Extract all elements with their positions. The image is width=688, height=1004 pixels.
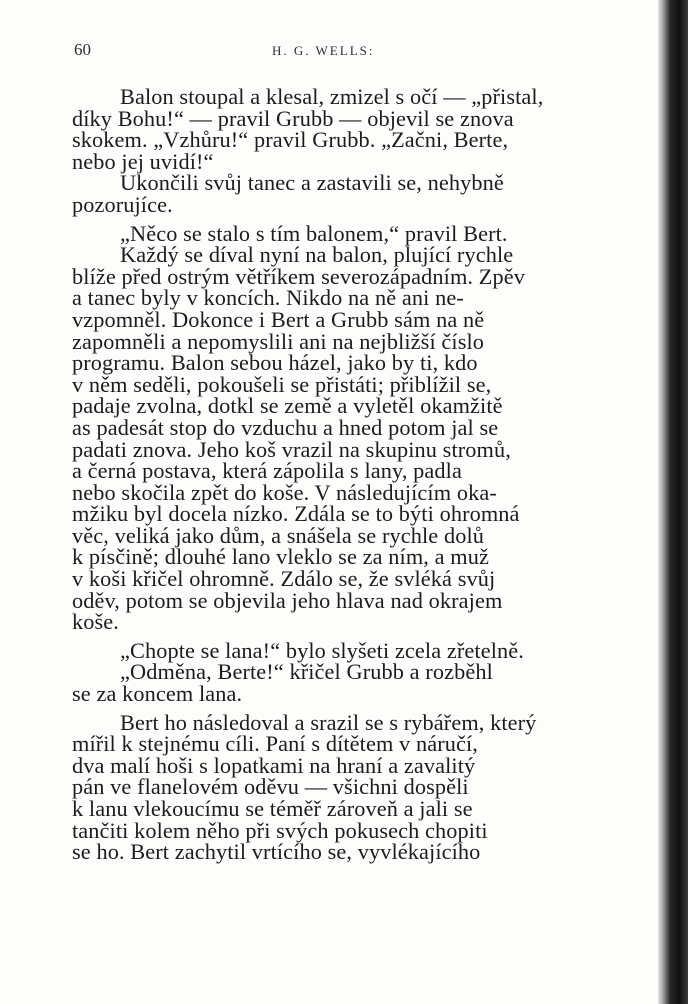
text-line: koše. <box>72 609 119 635</box>
text-line: nebo skočila zpět do koše. V následujícím oka- <box>72 479 497 505</box>
text-line: k písčině; dlouhé lano vleklo se za ním, a muž <box>72 544 489 570</box>
text-line: věc, veliká jako dům, a snášela se rychle dolů <box>72 522 484 548</box>
text-line: mířil k stejnému cíli. Paní s dítětem v náručí, <box>72 731 478 757</box>
text-line: oděv, potom se objevila jeho hlava nad okrajem <box>72 587 503 613</box>
text-line: pozorujíce. <box>72 191 173 217</box>
text-line: dva malí hoši s lopatkami na hraní a zavalitý <box>72 752 476 778</box>
text-line: blíže před ostrým větříkem severozápadním. Zpěv <box>72 263 525 289</box>
text-line: se ho. Bert zachytil vrtícího se, vyvlékajícího <box>72 839 481 865</box>
text-line: k lanu vlekoucímu se téměř zároveň a jali se <box>72 796 473 821</box>
text-line: programu. Balon sebou házel, jako by ti, kdo <box>72 350 478 376</box>
text-line: nebo jej uvidí!“ <box>72 148 214 174</box>
body-text <box>72 86 572 863</box>
text-line: v něm seděli, pokoušeli se přistáti; přiblížil se, <box>72 371 492 397</box>
text-line: „Odměna, Berte!“ křičel Grubb a rozběhl <box>120 659 493 685</box>
book-spine-shadow <box>658 0 688 1004</box>
text-line: pán ve flanelovém oděvu — všichni dospěli <box>72 774 469 800</box>
text-line: padaje zvolna, dotkl se země a vyletěl okamžitě <box>72 393 503 419</box>
text-line: padati znova. Jeho koš vrazil na skupinu stromů, <box>72 436 511 462</box>
text-line: „Něco se stalo s tím balonem,“ pravil Bert. <box>120 220 508 246</box>
text-line: a černá postava, která zápolila s lany, padla <box>72 458 462 484</box>
text-line: se za koncem lana. <box>72 681 243 707</box>
text-line: Balon stoupal a klesal, zmizel s očí — „přistal, <box>120 84 544 109</box>
text-line: a tanec byly v koncích. Nikdo na ně ani ne- <box>72 285 464 311</box>
text-line: vzpomněl. Dokonce i Bert a Grubb sám na ně <box>72 306 485 332</box>
text-line: as padesát stop do vzduchu a hned potom jal se <box>72 414 499 440</box>
text-line: skokem. „Vzhůru!“ pravil Grubb. „Začni, Berte, <box>72 127 509 153</box>
text-line: zapomněli a nepomyslili ani na nejbližší číslo <box>72 328 485 354</box>
text-line: díky Bohu!“ — pravil Grubb — objevil se znova <box>72 105 514 131</box>
text-line: v koši křičel ohromně. Zdálo se, že svléká svůj <box>72 566 496 592</box>
text-line: Ukončili svůj tanec a zastavili se, nehybně <box>120 170 504 196</box>
page-header <box>74 40 574 64</box>
text-line: „Chopte se lana!“ bylo slyšeti zcela zřetelně. <box>120 637 524 663</box>
text-line: tančiti kolem něho při svých pokusech chopiti <box>72 817 488 843</box>
text-line: mžiku byl docela nízko. Zdála se to býti ohromná <box>72 501 520 527</box>
text-line: Každý se díval nyní na balon, plující rychle <box>120 242 514 268</box>
running-head: H. G. WELLS: <box>272 43 375 58</box>
text-line: Bert ho následoval a srazil se s rybářem, který <box>120 709 537 735</box>
page-number: 60 <box>74 40 91 59</box>
